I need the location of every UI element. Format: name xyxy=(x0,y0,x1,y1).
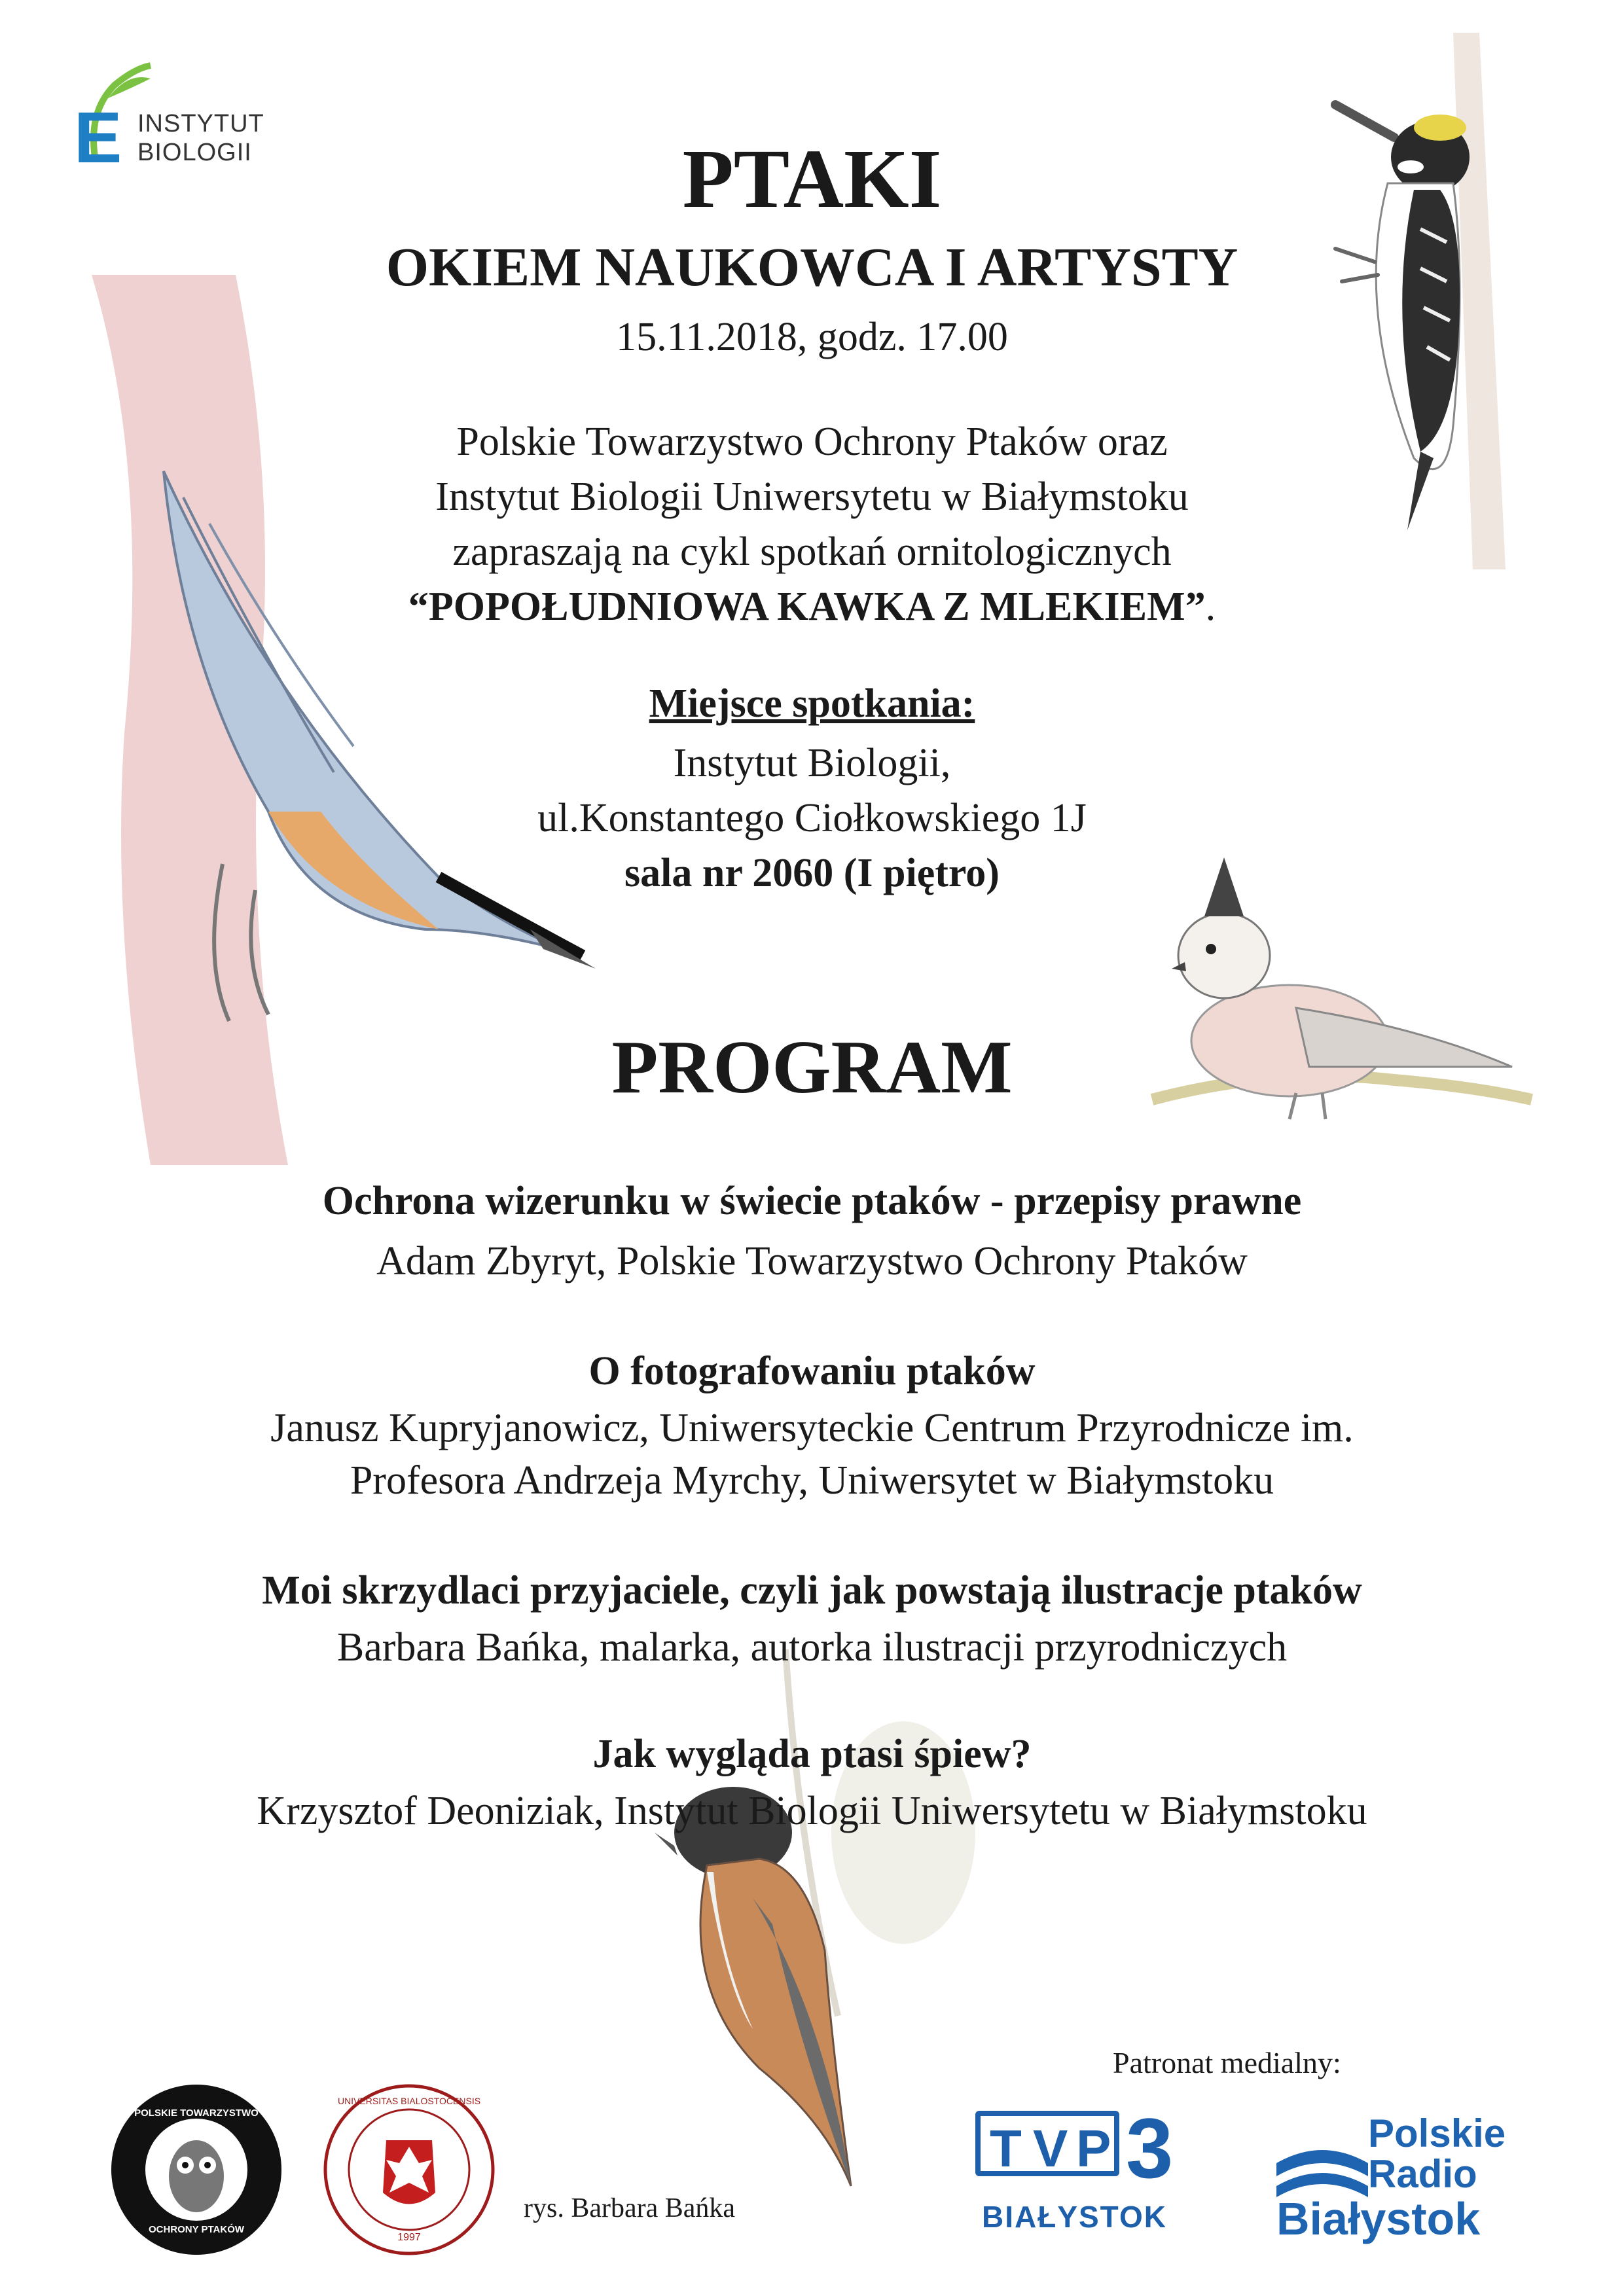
series-name: “POPOŁUDNIOWA KAWKA Z MLEKIEM” xyxy=(408,584,1206,629)
logo-line1: INSTYTUT xyxy=(137,110,264,137)
series-name-line xyxy=(0,583,1624,631)
talk-1-speaker: Adam Zbyryt, Polskie Towarzystwo Ochrony Ptaków xyxy=(376,1239,1248,1283)
talk-1-title: Ochrona wizerunku w świecie ptaków - przepisy prawne xyxy=(322,1179,1302,1223)
talk-4-speaker: Krzysztof Deoniziak, Instytut Biologii Uniwersytetu w Białymstoku xyxy=(257,1789,1367,1833)
talk-4-title: Jak wygląda ptasi śpiew? xyxy=(592,1732,1032,1776)
illustration-credit: rys. Barbara Bańka xyxy=(524,2193,736,2223)
venue-room: sala nr 2060 (I piętro) xyxy=(624,851,1000,895)
media-patronage-label: Patronat medialny: xyxy=(1113,2046,1341,2079)
radio-line2: Radio xyxy=(1368,2152,1477,2196)
talk-2-speaker-line-1: Janusz Kupryjanowicz, Uniwersyteckie Centrum Przyrodnicze im. xyxy=(270,1406,1354,1450)
invitation-line-3: zapraszają na cykl spotkań ornitologicznych xyxy=(452,529,1172,574)
talk-3-speaker: Barbara Bańka, malarka, autorka ilustracji przyrodniczych xyxy=(336,1625,1288,1670)
uwb-seal-year: 1997 xyxy=(397,2232,421,2243)
tvp-letter-p: P xyxy=(1076,2119,1111,2178)
venue-heading-row xyxy=(0,681,1624,727)
ptop-seal-bottom-text: OCHRONY PTAKÓW xyxy=(148,2224,245,2235)
tvp-city: BIAŁYSTOK xyxy=(982,2200,1167,2234)
svg-text:E: E xyxy=(74,98,122,170)
venue-line-2: ul.Konstantego Ciołkowskiego 1J xyxy=(537,796,1087,840)
uwb-seal xyxy=(321,2081,497,2258)
tvp-box xyxy=(975,2111,1119,2176)
venue-heading: Miejsce spotkania: xyxy=(649,681,975,726)
program-heading: PROGRAM xyxy=(611,1026,1013,1109)
uwb-seal-top-text: UNIVERSITAS BIALOSTOCENSIS xyxy=(337,2096,481,2106)
tvp-letter-t: T xyxy=(990,2119,1022,2178)
logo-line2: BIOLOGII xyxy=(137,139,252,166)
tvp-letter-v: V xyxy=(1033,2119,1068,2178)
talk-3-title: Moi skrzydlaci przyjaciele, czyli jak powstają ilustracje ptaków xyxy=(262,1568,1362,1613)
radio-line3: Białystok xyxy=(1276,2193,1481,2244)
talk-2-speaker-line-2: Profesora Andrzeja Myrchy, Uniwersytet w Białymstoku xyxy=(350,1458,1274,1503)
tvp3-logo xyxy=(975,2100,1198,2242)
polskie-radio-logo xyxy=(1276,2111,1571,2261)
venue-line-1: Instytut Biologii, xyxy=(673,741,951,785)
series-suffix: . xyxy=(1205,584,1216,629)
invitation-line-2: Instytut Biologii Uniwersytetu w Białymstoku xyxy=(435,475,1189,519)
radio-line1: Polskie xyxy=(1368,2111,1506,2155)
poster-title: PTAKI xyxy=(682,132,942,225)
poster-subtitle: OKIEM NAUKOWCA I ARTYSTY xyxy=(386,237,1238,298)
ptop-seal xyxy=(108,2081,285,2258)
talk-2-title: O fotografowaniu ptaków xyxy=(588,1349,1036,1393)
invitation-line-1: Polskie Towarzystwo Ochrony Ptaków oraz xyxy=(456,420,1168,464)
ptop-seal-top-text: POLSKIE TOWARZYSTWO xyxy=(134,2108,259,2119)
tvp-number: 3 xyxy=(1126,2100,1174,2196)
event-datetime: 15.11.2018, godz. 17.00 xyxy=(616,315,1008,359)
